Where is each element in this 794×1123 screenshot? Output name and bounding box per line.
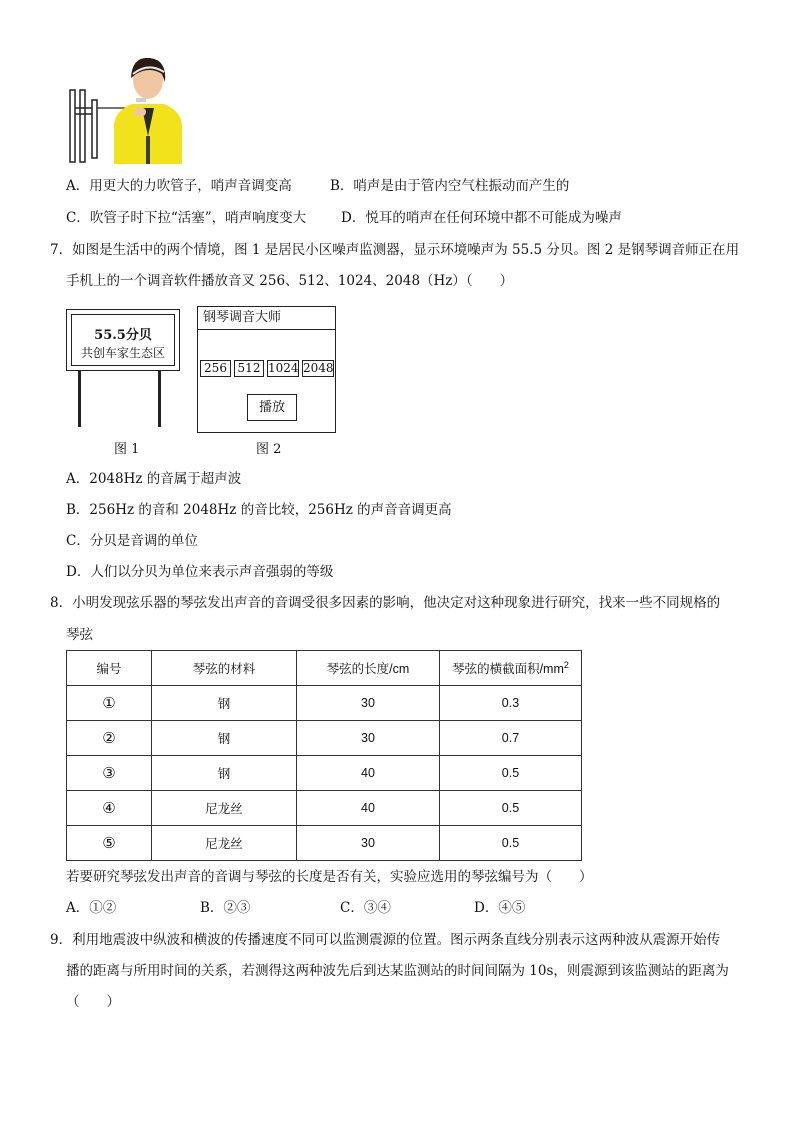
q8-option-a: A．①② (66, 900, 117, 916)
header-number: 编号 (67, 651, 152, 686)
header-material: 琴弦的材料 (152, 651, 297, 686)
q6-option-d: D．悦耳的哨声在任何环境中都不可能成为噪声 (341, 210, 622, 226)
sign-post-left (78, 371, 81, 427)
q7-option-b: B．256Hz 的音和 2048Hz 的音比较，256Hz 的声音音调更高 (66, 502, 452, 518)
play-button[interactable]: 播放 (247, 394, 297, 421)
cell-material: 尼龙丝 (152, 791, 297, 826)
cell-area: 0.5 (440, 791, 582, 826)
cell-area: 0.5 (440, 826, 582, 861)
sign-post-right (158, 371, 161, 427)
q7-option-d: D．人们以分贝为单位来表示声音强弱的等级 (66, 564, 334, 580)
freq-button-2048[interactable]: 2048 (303, 361, 334, 375)
cell-number: ④ (67, 791, 152, 826)
cell-length: 40 (297, 756, 440, 791)
q8-stem-line2: 琴弦 (66, 627, 93, 643)
figure-2-caption: 图 2 (256, 442, 282, 457)
q8-stem-line1: 8．小明发现弦乐器的琴弦发出声音的音调受很多因素的影响，他决定对这种现象进行研究，找来一些不同规格的 (50, 595, 721, 611)
q8-option-b: B．②③ (200, 900, 251, 916)
cell-material: 钢 (152, 721, 297, 756)
q6-option-b: B．哨声是由于管内空气柱振动而产生的 (330, 178, 570, 194)
cell-material: 钢 (152, 686, 297, 721)
q7-option-c: C．分贝是音调的单位 (66, 533, 198, 549)
q8-option-d: D．④⑤ (474, 900, 526, 916)
cell-number: ③ (67, 756, 152, 791)
q8-question: 若要研究琴弦发出声音的音调与琴弦的长度是否有关，实验应选用的琴弦编号为（ ） (66, 869, 593, 885)
cell-length: 30 (297, 686, 440, 721)
q8-option-c: C．③④ (340, 900, 391, 916)
q9-stem-line3: （ ） (66, 994, 120, 1010)
q7-stem-line2: 手机上的一个调音软件播放音叉 256、512、1024、2048（Hz）（ ） (66, 273, 514, 289)
cell-length: 30 (297, 826, 440, 861)
cell-area: 0.3 (440, 686, 582, 721)
cell-number: ① (67, 686, 152, 721)
freq-button-512[interactable]: 512 (234, 360, 264, 377)
tuner-app-title: 钢琴调音大师 (198, 307, 335, 330)
table-row (67, 756, 582, 791)
header-length: 琴弦的长度/cm (297, 651, 440, 686)
header-area-exponent: 2 (563, 659, 569, 670)
noise-reading: 55.5分贝 (94, 328, 152, 343)
figure-1-caption: 图 1 (114, 442, 140, 457)
q6-option-a: A．用更大的力吹管子，哨声音调变高 (66, 178, 292, 194)
cell-area: 0.5 (440, 756, 582, 791)
freq-button-1024[interactable]: 1024 (268, 361, 299, 375)
table-row (67, 791, 582, 826)
noise-monitor-sign (66, 309, 180, 371)
q6-option-c: C．吹管子时下拉“活塞”，哨声响度变大 (66, 210, 307, 226)
cell-length: 40 (297, 791, 440, 826)
cell-length: 30 (297, 721, 440, 756)
tuner-app-screen (197, 306, 336, 433)
table-header-row (67, 651, 582, 686)
cell-area: 0.7 (440, 721, 582, 756)
table-row (67, 686, 582, 721)
cell-number: ⑤ (67, 826, 152, 861)
table-row (67, 721, 582, 756)
q9-stem-line1: 9．利用地震波中纵波和横波的传播速度不同可以监测震源的位置。图示两条直线分别表示这两种波从震源开始传 (50, 932, 721, 948)
freq-button-256[interactable]: 256 (200, 360, 231, 377)
string-spec-table (66, 650, 582, 861)
cell-material: 尼龙丝 (152, 826, 297, 861)
q9-stem-line2: 播的距离与所用时间的关系，若测得这两种波先后到达某监测站的时间间隔为 10s，则震源到该监测站的距离为 (66, 963, 729, 979)
cell-number: ② (67, 721, 152, 756)
cell-material: 钢 (152, 756, 297, 791)
q7-stem-line1: 7．如图是生活中的两个情境，图 1 是居民小区噪声监测器，显示环境噪声为 55.5 分贝。图 2 是钢琴调音师正在用 (50, 242, 740, 258)
header-area: 琴弦的横截面积$/mm^2$ (440, 651, 582, 686)
table-row (67, 826, 582, 861)
q7-option-a: A．2048Hz 的音属于超声波 (66, 471, 242, 487)
whistle-girl-illustration (64, 52, 186, 166)
community-slogan: 共创车家生态区 (80, 346, 165, 360)
